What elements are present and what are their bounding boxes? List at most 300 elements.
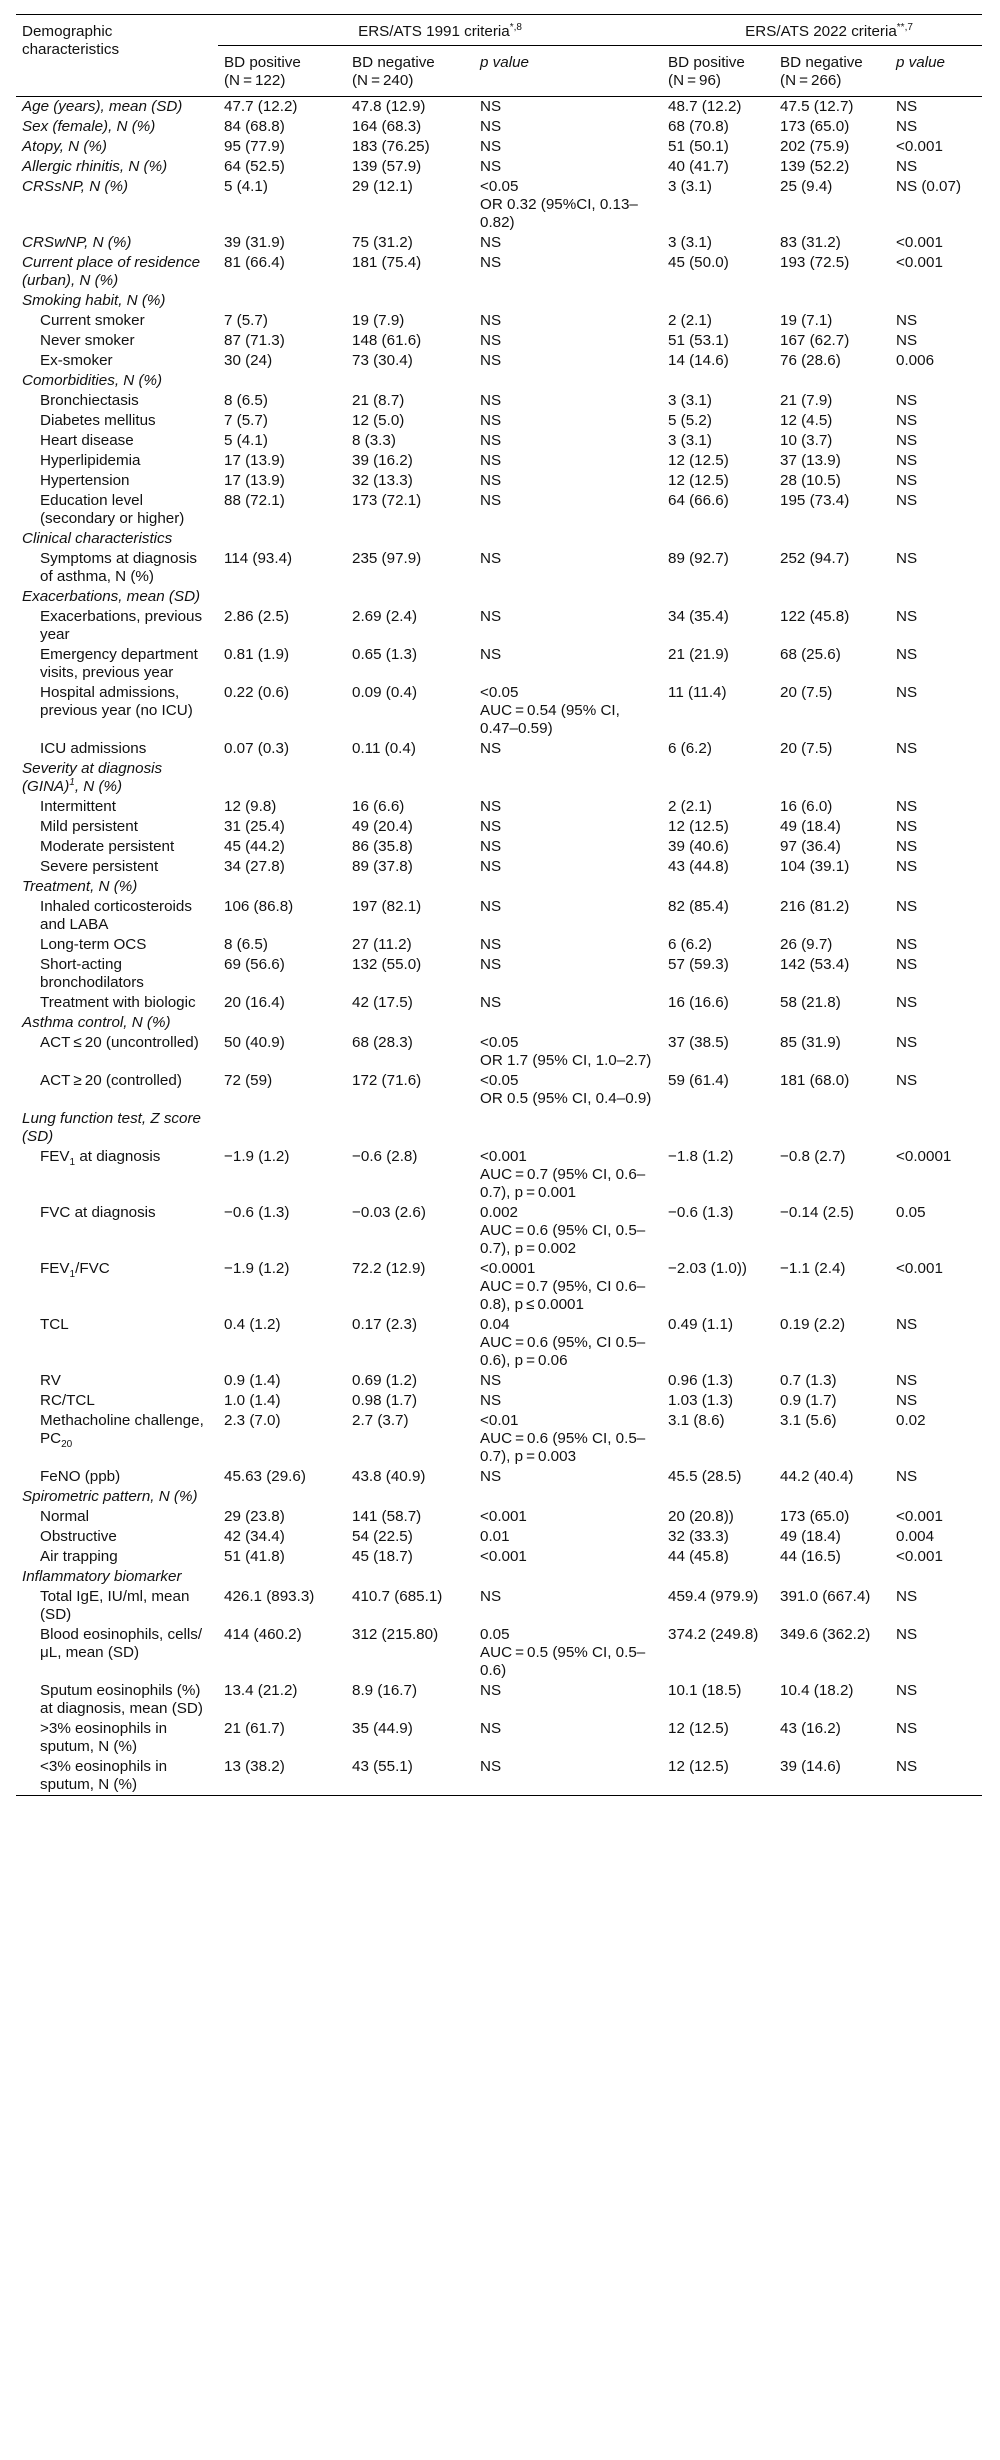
cell-c6: 0.02 — [896, 1412, 926, 1429]
cell-c1: 72 (59) — [224, 1072, 273, 1089]
cell-c4: 32 (33.3) — [668, 1528, 729, 1545]
cell-c4: 6 (6.2) — [668, 740, 712, 757]
table-row — [16, 759, 982, 797]
cell-c6 — [890, 759, 982, 797]
cell-c4: 20 (20.8)) — [668, 1508, 734, 1525]
table-row — [16, 1411, 982, 1467]
row-label: Comorbidities, N (%) — [22, 372, 163, 389]
cell-c5: −0.8 (2.7) — [780, 1148, 846, 1165]
cell-c1 — [218, 759, 346, 797]
header-group-1991: ERS/ATS 1991 criteria$^{*,8}$ — [218, 15, 662, 46]
table-row — [16, 897, 982, 935]
cell-c6 — [890, 1109, 982, 1147]
cell-c5: 43 (16.2) — [780, 1720, 841, 1737]
cell-c2: 164 (68.3) — [352, 118, 422, 135]
cell-c3 — [474, 529, 662, 549]
row-label: RC/TCL — [40, 1392, 95, 1409]
cell-c3: <0.001 — [480, 1548, 527, 1565]
cell-c6: NS — [896, 798, 918, 815]
table-row — [16, 1507, 982, 1527]
cell-c2: 89 (37.8) — [352, 858, 413, 875]
cell-c3: <0.05 OR 0.32 (95%CI, 0.13–0.82) — [480, 178, 638, 231]
cell-c3: NS — [480, 818, 502, 835]
cell-c1: 7 (5.7) — [224, 312, 268, 329]
header-bd-positive-1991: BD positive (N = 122) — [218, 46, 346, 97]
cell-c1 — [218, 1013, 346, 1033]
cell-c3: NS — [480, 98, 502, 115]
cell-c3: NS — [480, 936, 502, 953]
cell-c4: 459.4 (979.9) — [668, 1588, 759, 1605]
cell-c4: 11 (11.4) — [668, 684, 727, 701]
table-row — [16, 1071, 982, 1109]
cell-c6: NS — [896, 898, 918, 915]
cell-c6: NS — [896, 158, 918, 175]
cell-c2: 197 (82.1) — [352, 898, 422, 915]
row-label: FeNO (ppb) — [40, 1468, 121, 1485]
cell-c2: 73 (30.4) — [352, 352, 413, 369]
cell-c5: 104 (39.1) — [780, 858, 850, 875]
cell-c6: NS — [896, 1682, 918, 1699]
cell-c2: 139 (57.9) — [352, 158, 422, 175]
cell-c1: 21 (61.7) — [224, 1720, 285, 1737]
cell-c5 — [774, 877, 890, 897]
cell-c3 — [474, 759, 662, 797]
row-label: CRSwNP, N (%) — [22, 234, 132, 251]
table-row — [16, 1487, 982, 1507]
cell-c5: 0.7 (1.3) — [780, 1372, 837, 1389]
cell-c1: 17 (13.9) — [224, 452, 285, 469]
cell-c6: NS — [896, 98, 918, 115]
cell-c4: 12 (12.5) — [668, 1720, 729, 1737]
cell-c5: 19 (7.1) — [780, 312, 833, 329]
table-row — [16, 993, 982, 1013]
cell-c5: 49 (18.4) — [780, 818, 841, 835]
cell-c5 — [774, 759, 890, 797]
cell-c2: 32 (13.3) — [352, 472, 413, 489]
cell-c1: 30 (24) — [224, 352, 273, 369]
row-label: Lung function test, Z score (SD) — [22, 1110, 201, 1145]
cell-c3 — [474, 1567, 662, 1587]
table-row — [16, 1681, 982, 1719]
cell-c6: NS (0.07) — [896, 178, 962, 195]
cell-c3: NS — [480, 332, 502, 349]
cell-c5: 28 (10.5) — [780, 472, 841, 489]
cell-c2: 12 (5.0) — [352, 412, 405, 429]
cell-c5 — [774, 587, 890, 607]
table-row — [16, 451, 982, 471]
cell-c6: NS — [896, 608, 918, 625]
cell-c3: NS — [480, 158, 502, 175]
cell-c2: 0.17 (2.3) — [352, 1316, 418, 1333]
cell-c1 — [218, 1109, 346, 1147]
row-label: Total IgE, IU/ml, mean (SD) — [40, 1588, 190, 1623]
header-group-2022: ERS/ATS 2022 criteria$^{**,7}$ — [662, 15, 982, 46]
cell-c1: 45.63 (29.6) — [224, 1468, 306, 1485]
row-label: $FEV_1$ at diagnosis — [40, 1148, 161, 1169]
row-label: Severity at diagnosis (GINA)$^1$, N (%) — [22, 760, 163, 795]
header-row-groups — [16, 15, 982, 46]
cell-c6 — [890, 587, 982, 607]
cell-c1: 0.07 (0.3) — [224, 740, 290, 757]
cell-c3: 0.01 — [480, 1528, 510, 1545]
cell-c3: NS — [480, 1468, 502, 1485]
cell-c1: 17 (13.9) — [224, 472, 285, 489]
table-row — [16, 607, 982, 645]
cell-c1 — [218, 291, 346, 311]
cell-c2: 29 (12.1) — [352, 178, 413, 195]
cell-c3: NS — [480, 608, 502, 625]
cell-c2: 35 (44.9) — [352, 1720, 413, 1737]
cell-c3 — [474, 877, 662, 897]
cell-c6: NS — [896, 858, 918, 875]
cell-c5: −0.14 (2.5) — [780, 1204, 854, 1221]
cell-c5: 21 (7.9) — [780, 392, 833, 409]
row-label: Smoking habit, N (%) — [22, 292, 166, 309]
cell-c5: 76 (28.6) — [780, 352, 841, 369]
cell-c2: 43 (55.1) — [346, 1757, 474, 1796]
cell-c1: 81 (66.4) — [224, 254, 285, 271]
row-label: $FEV_1$/FVC — [40, 1260, 110, 1281]
table-row — [16, 411, 982, 431]
cell-c2: 47.8 (12.9) — [352, 98, 426, 115]
cell-c6: NS — [896, 684, 918, 701]
table-row — [16, 117, 982, 137]
cell-c5: 49 (18.4) — [780, 1528, 841, 1545]
cell-c2 — [346, 529, 474, 549]
cell-c3: <0.05 AUC = 0.54 (95% CI, 0.47–0.59) — [480, 684, 620, 737]
cell-c6: NS — [896, 1468, 918, 1485]
cell-c5: 139 (52.2) — [780, 158, 850, 175]
table-row — [16, 1719, 982, 1757]
row-label: <3% eosinophils in sputum, N (%) — [16, 1757, 218, 1796]
cell-c6: NS — [896, 472, 918, 489]
cell-c3: NS — [480, 858, 502, 875]
cell-c1: 50 (40.9) — [224, 1034, 285, 1051]
cell-c4: 48.7 (12.2) — [668, 98, 742, 115]
cell-c2 — [346, 291, 474, 311]
row-label: Sex (female), N (%) — [22, 118, 156, 135]
cell-c3 — [474, 1487, 662, 1507]
cell-c4: 34 (35.4) — [668, 608, 729, 625]
cell-c3 — [474, 291, 662, 311]
cell-c2 — [346, 759, 474, 797]
cell-c6: NS — [896, 312, 918, 329]
cell-c1: 51 (41.8) — [224, 1548, 285, 1565]
cell-c6: 0.05 — [896, 1204, 926, 1221]
cell-c6: <0.001 — [896, 1548, 943, 1565]
table-row — [16, 1033, 982, 1071]
cell-c6: NS — [896, 452, 918, 469]
cell-c6: <0.001 — [896, 234, 943, 251]
cell-c2: 49 (20.4) — [352, 818, 413, 835]
cell-c1: 47.7 (12.2) — [224, 98, 298, 115]
cell-c3: <0.05 OR 1.7 (95% CI, 1.0–2.7) — [480, 1034, 652, 1069]
cell-c6 — [890, 1487, 982, 1507]
cell-c6: NS — [896, 1034, 918, 1051]
table-row — [16, 371, 982, 391]
cell-c3: NS — [480, 646, 502, 663]
cell-c4: 43 (44.8) — [668, 858, 729, 875]
cell-c1: 0.4 (1.2) — [224, 1316, 281, 1333]
table-row — [16, 1013, 982, 1033]
cell-c4: 12 (12.5) — [662, 1757, 774, 1796]
cell-c3: NS — [480, 1588, 502, 1605]
cell-c3: NS — [480, 452, 502, 469]
cell-c5: 216 (81.2) — [780, 898, 850, 915]
cell-c3: NS — [480, 254, 502, 271]
row-label: Moderate persistent — [40, 838, 175, 855]
cell-c1 — [218, 371, 346, 391]
cell-c5: 58 (21.8) — [780, 994, 841, 1011]
table-row — [16, 837, 982, 857]
cell-c2: 86 (35.8) — [352, 838, 413, 855]
table-row — [16, 1467, 982, 1487]
cell-c3: NS — [480, 898, 502, 915]
cell-c4: 0.96 (1.3) — [668, 1372, 734, 1389]
cell-c4: 2 (2.1) — [668, 312, 712, 329]
cell-c1: 64 (52.5) — [224, 158, 285, 175]
cell-c5: 10 (3.7) — [780, 432, 833, 449]
cell-c4: 59 (61.4) — [668, 1072, 729, 1089]
cell-c2: 75 (31.2) — [352, 234, 413, 251]
cell-c1: 12 (9.8) — [224, 798, 277, 815]
row-label: Education level (secondary or higher) — [40, 492, 185, 527]
cell-c2: 132 (55.0) — [352, 956, 422, 973]
cell-c1 — [218, 1567, 346, 1587]
cell-c1: 95 (77.9) — [224, 138, 285, 155]
cell-c5: 47.5 (12.7) — [780, 98, 854, 115]
cell-c2: 141 (58.7) — [352, 1508, 422, 1525]
cell-c2: 27 (11.2) — [352, 936, 412, 953]
cell-c1: 0.9 (1.4) — [224, 1372, 281, 1389]
cell-c5 — [774, 371, 890, 391]
cell-c4: −1.8 (1.2) — [668, 1148, 734, 1165]
row-label: Diabetes mellitus — [40, 412, 156, 429]
cell-c1 — [218, 1487, 346, 1507]
cell-c2: 183 (76.25) — [352, 138, 430, 155]
cell-c2: 181 (75.4) — [352, 254, 422, 271]
cell-c6: NS — [896, 492, 918, 509]
cell-c4: 51 (53.1) — [668, 332, 729, 349]
row-label: Severe persistent — [40, 858, 159, 875]
header-characteristics: Demographic characteristics — [16, 15, 218, 97]
cell-c3: <0.05 OR 0.5 (95% CI, 0.4–0.9) — [480, 1072, 652, 1107]
cell-c2: 235 (97.9) — [352, 550, 422, 567]
cell-c6: NS — [896, 1720, 918, 1737]
row-label: Blood eosinophils, cells/μL, mean (SD) — [40, 1626, 203, 1661]
cell-c4: 14 (14.6) — [668, 352, 729, 369]
table-row — [16, 1391, 982, 1411]
cell-c6: 0.004 — [896, 1528, 935, 1545]
cell-c1: 426.1 (893.3) — [224, 1588, 315, 1605]
cell-c5: 252 (94.7) — [780, 550, 850, 567]
cell-c6: <0.001 — [896, 254, 943, 271]
row-label: RV — [40, 1372, 61, 1389]
cell-c5: 202 (75.9) — [780, 138, 850, 155]
cell-c1: −1.9 (1.2) — [224, 1260, 290, 1277]
cell-c4: 44 (45.8) — [668, 1548, 729, 1565]
table-row — [16, 1315, 982, 1371]
cell-c4 — [662, 587, 774, 607]
cell-c6: NS — [896, 1072, 918, 1089]
cell-c2: 312 (215.80) — [352, 1626, 439, 1643]
row-label: Current place of residence (urban), N (%) — [22, 254, 201, 289]
cell-c1: 2.86 (2.5) — [224, 608, 290, 625]
table-row — [16, 797, 982, 817]
cell-c6: NS — [896, 936, 918, 953]
cell-c4 — [662, 877, 774, 897]
row-label: Air trapping — [40, 1548, 118, 1565]
cell-c5: 349.6 (362.2) — [780, 1626, 871, 1643]
cell-c6: NS — [896, 432, 918, 449]
cell-c5: 167 (62.7) — [780, 332, 850, 349]
cell-c5: 83 (31.2) — [780, 234, 841, 251]
cell-c5: 16 (6.0) — [780, 798, 833, 815]
cell-c6: <0.0001 — [896, 1148, 952, 1165]
row-label: Inhaled corticosteroids and LABA — [40, 898, 192, 933]
cell-c3: NS — [480, 472, 502, 489]
cell-c4: 3 (3.1) — [668, 392, 712, 409]
cell-c5: 26 (9.7) — [780, 936, 833, 953]
cell-c3 — [474, 587, 662, 607]
table-row — [16, 549, 982, 587]
row-label: Exacerbations, mean (SD) — [22, 588, 201, 605]
cell-c3: NS — [480, 312, 502, 329]
row-label: Inflammatory biomarker — [22, 1568, 182, 1585]
row-label: ACT ≥ 20 (controlled) — [40, 1072, 182, 1089]
cell-c1: −1.9 (1.2) — [224, 1148, 290, 1165]
cell-c1: 106 (86.8) — [224, 898, 294, 915]
cell-c5: 20 (7.5) — [780, 684, 833, 701]
cell-c4: 82 (85.4) — [668, 898, 729, 915]
cell-c1: 34 (27.8) — [224, 858, 285, 875]
row-label: Normal — [40, 1508, 89, 1525]
row-label: Ex-smoker — [40, 352, 113, 369]
header-bd-positive-2022: BD positive (N = 96) — [662, 46, 774, 97]
cell-c2 — [346, 1013, 474, 1033]
table-row — [16, 391, 982, 411]
row-label: ACT ≤ 20 (uncontrolled) — [40, 1034, 199, 1051]
cell-c3: NS — [480, 740, 502, 757]
cell-c6: NS — [896, 392, 918, 409]
cell-c5 — [774, 1109, 890, 1147]
cell-c5: 20 (7.5) — [780, 740, 833, 757]
row-label: Asthma control, N (%) — [22, 1014, 171, 1031]
row-label: Obstructive — [40, 1528, 117, 1545]
table-row — [16, 157, 982, 177]
cell-c4: 40 (41.7) — [668, 158, 729, 175]
cell-c3: NS — [480, 1720, 502, 1737]
cell-c5: 195 (73.4) — [780, 492, 850, 509]
cell-c6: NS — [896, 994, 918, 1011]
cell-c3 — [474, 1013, 662, 1033]
cell-c5: 39 (14.6) — [774, 1757, 890, 1796]
cell-c3 — [474, 371, 662, 391]
cell-c3: NS — [480, 1372, 502, 1389]
cell-c4: 3 (3.1) — [668, 178, 712, 195]
cell-c4: 45 (50.0) — [668, 254, 729, 271]
cell-c1: 31 (25.4) — [224, 818, 285, 835]
table-row — [16, 1147, 982, 1203]
cell-c5: 97 (36.4) — [780, 838, 841, 855]
cell-c5 — [774, 529, 890, 549]
cell-c5: −1.1 (2.4) — [780, 1260, 846, 1277]
row-label: Current smoker — [40, 312, 145, 329]
cell-c2: 0.11 (0.4) — [352, 740, 416, 757]
cell-c5 — [774, 1567, 890, 1587]
row-label: ICU admissions — [40, 740, 147, 757]
cell-c1: 39 (31.9) — [224, 234, 285, 251]
cell-c5: 12 (4.5) — [780, 412, 833, 429]
cell-c2: 68 (28.3) — [352, 1034, 413, 1051]
cell-c2: 8.9 (16.7) — [352, 1682, 418, 1699]
cell-c3: NS — [480, 550, 502, 567]
cell-c3: NS — [480, 956, 502, 973]
cell-c1: 84 (68.8) — [224, 118, 285, 135]
row-label: Emergency department visits, previous year — [40, 646, 198, 681]
row-label: Hospital admissions, previous year (no ICU) — [40, 684, 193, 719]
cell-c2: 72.2 (12.9) — [352, 1260, 426, 1277]
table-row — [16, 291, 982, 311]
row-label: Allergic rhinitis, N (%) — [22, 158, 168, 175]
table-row — [16, 177, 982, 233]
table-row — [16, 253, 982, 291]
table-row — [16, 1547, 982, 1567]
cell-c6: NS — [896, 550, 918, 567]
row-label: Long-term OCS — [40, 936, 147, 953]
cell-c1: 414 (460.2) — [224, 1626, 302, 1643]
cell-c4: 3 (3.1) — [668, 234, 712, 251]
cell-c6: NS — [896, 838, 918, 855]
table-row — [16, 351, 982, 371]
table-row — [16, 331, 982, 351]
row-label: Spirometric pattern, N (%) — [22, 1488, 198, 1505]
cell-c4: 10.1 (18.5) — [668, 1682, 742, 1699]
cell-c3: <0.001 — [480, 1508, 527, 1525]
cell-c2 — [346, 1567, 474, 1587]
cell-c5 — [774, 1013, 890, 1033]
cell-c1 — [218, 877, 346, 897]
table-row — [16, 1371, 982, 1391]
cell-c4: 89 (92.7) — [668, 550, 729, 567]
cell-c2: 0.65 (1.3) — [352, 646, 418, 663]
cell-c4: 12 (12.5) — [668, 452, 729, 469]
cell-c4 — [662, 759, 774, 797]
cell-c1: 69 (56.6) — [224, 956, 285, 973]
cell-c4 — [662, 291, 774, 311]
cell-c4 — [662, 371, 774, 391]
demographics-table — [16, 14, 982, 1796]
cell-c4 — [662, 529, 774, 549]
cell-c1: 8 (6.5) — [224, 392, 268, 409]
cell-c6: NS — [896, 332, 918, 349]
cell-c5: 37 (13.9) — [780, 452, 841, 469]
cell-c2: 148 (61.6) — [352, 332, 422, 349]
cell-c3: 0.04 AUC = 0.6 (95%, CI 0.5–0.6), p = 0.06 — [480, 1316, 646, 1369]
cell-c4: −0.6 (1.3) — [668, 1204, 734, 1221]
cell-c1: 5 (4.1) — [224, 178, 268, 195]
cell-c5: 391.0 (667.4) — [780, 1588, 871, 1605]
cell-c5: 173 (65.0) — [780, 118, 850, 135]
cell-c2: 43.8 (40.9) — [352, 1468, 426, 1485]
cell-c6: NS — [896, 412, 918, 429]
cell-c6 — [890, 291, 982, 311]
cell-c6: NS — [890, 1757, 982, 1796]
row-label: Intermittent — [40, 798, 116, 815]
row-label: TCL — [40, 1316, 69, 1333]
cell-c1: 13.4 (21.2) — [224, 1682, 298, 1699]
cell-c3: NS — [480, 412, 502, 429]
